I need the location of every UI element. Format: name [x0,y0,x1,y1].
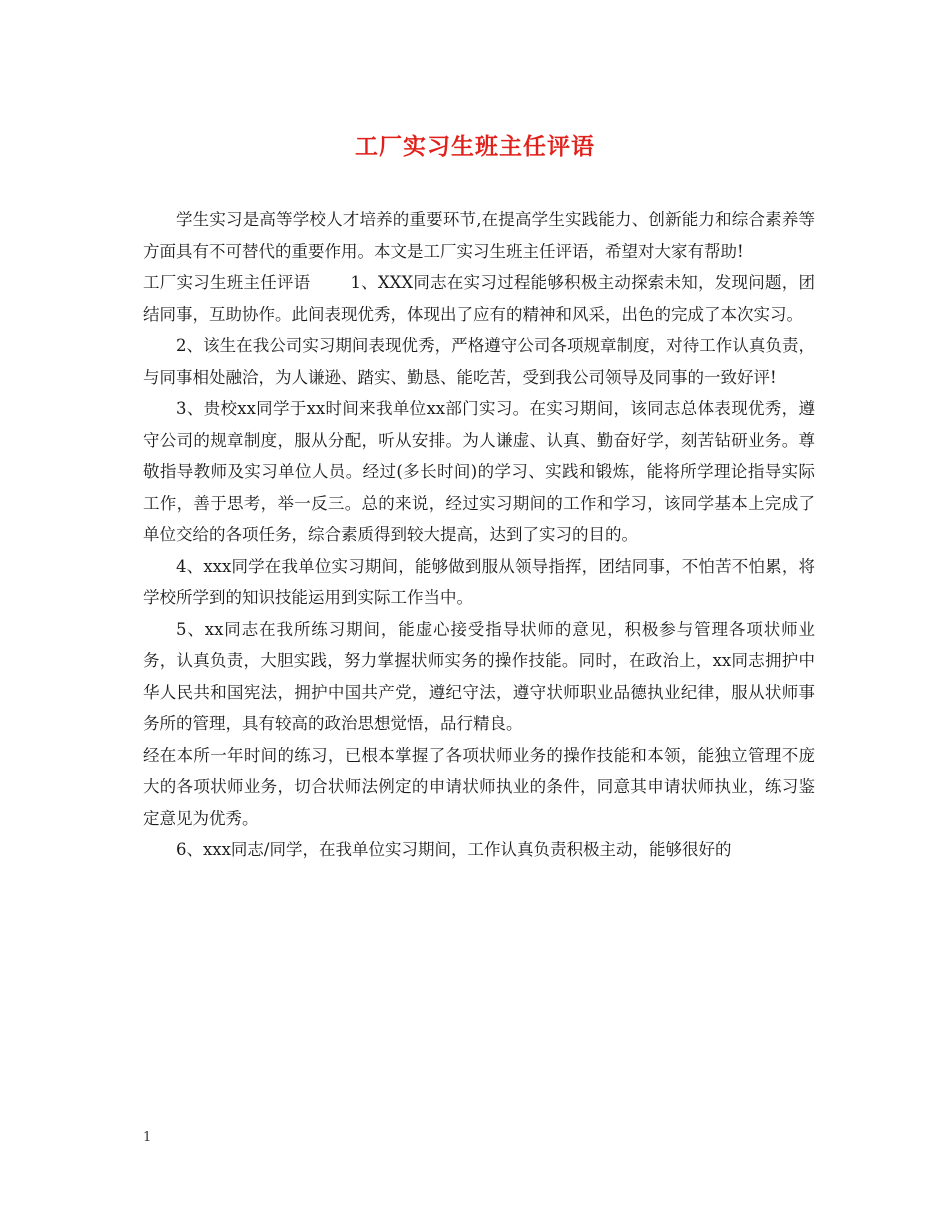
paragraph-1: 1、XXX同志在实习过程能够积极主动探索未知，发现问题，团结同事，互助协作。此间表现优秀，体现出了应有的精神和风采，出色的完成了本次实习。 [143,273,815,324]
paragraph-6: 6、xxx同志/同学，在我单位实习期间，工作认真负责积极主动，能够很好的 [176,840,732,859]
section-heading: 工厂实习生班主任评语 [143,273,311,292]
paragraph-5-continuation: 经在本所一年时间的练习，已根本掌握了各项状师业务的操作技能和本领，能独立管理不庞大的各项状师业务，切合状师法例定的申请状师执业的条件，同意其申请状师执业，练习鉴定意见为优秀。 [143,745,815,828]
document-body [143,204,815,866]
intro-paragraph: 学生实习是高等学校人才培养的重要环节,在提高学生实践能力、创新能力和综合素养等方面具有不可替代的重要作用。本文是工厂实习生班主任评语，希望对大家有帮助! [143,210,815,261]
paragraph-2: 2、该生在我公司实习期间表现优秀，严格遵守公司各项规章制度，对待工作认真负责，与同事相处融洽，为人谦逊、踏实、勤恳、能吃苦，受到我公司领导及同事的一致好评! [143,336,815,387]
paragraph-3: 3、贵校xx同学于xx时间来我单位xx部门实习。在实习期间，该同志总体表现优秀，遵守公司的规章制度，服从分配，听从安排。为人谦虚、认真、勤奋好学，刻苦钻研业务。尊敬指导教师及实习单位人员。经过(多长时间)的学习、实践和锻炼，能将所学理论指导实际工作，善于思考，举一反三。总的来说，经过实习期间的工作和学习，该同学基本上完成了单位交给的各项任务，综合素质得到较大提高，达到了实习的目的。 [143,399,815,544]
section-paragraph [143,267,815,330]
paragraph-5: 5、xx同志在我所练习期间，能虚心接受指导状师的意见，积极参与管理各项状师业务，认真负责，大胆实践，努力掌握状师实务的操作技能。同时，在政治上，xx同志拥护中华人民共和国宪法，拥护中国共产党，遵纪守法，遵守状师职业品德执业纪律，服从状师事务所的管理，具有较高的政治思想觉悟，品行精良。 [143,619,815,733]
paragraph-4: 4、xxx同学在我单位实习期间，能够做到服从领导指挥，团结同事，不怕苦不怕累，将学校所学到的知识技能运用到实际工作当中。 [143,556,815,607]
document-title: 工厂实习生班主任评语 [355,133,595,160]
page-number: 1 [143,1130,152,1145]
